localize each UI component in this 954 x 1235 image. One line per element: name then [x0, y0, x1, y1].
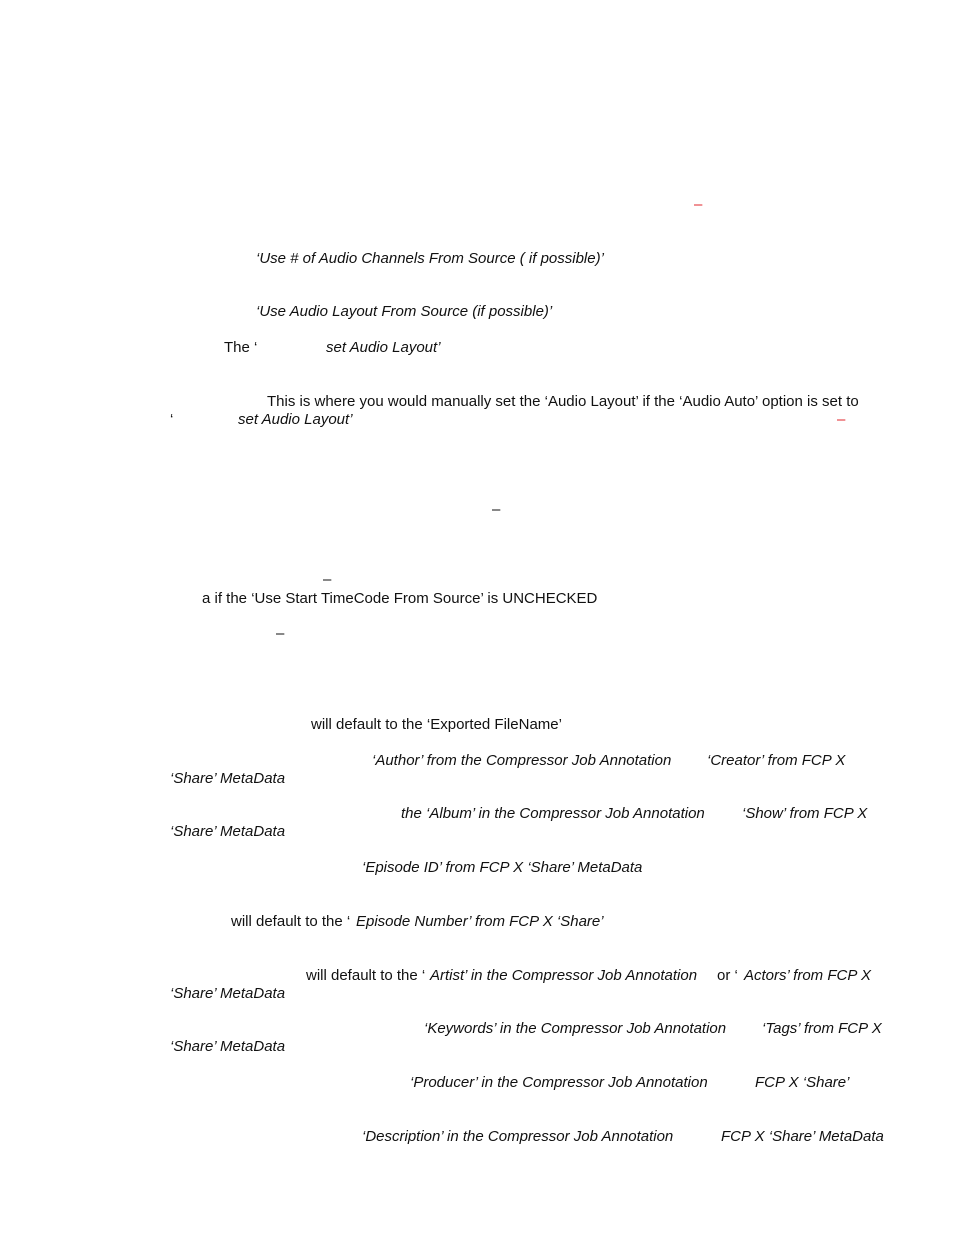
fcp-share-metadata: FCP X ‘Share’ MetaData	[721, 1128, 884, 1145]
dash-mark: –	[837, 411, 846, 428]
actors-fcp: Actors’ from FCP X	[744, 967, 871, 984]
artist-annotation: Artist’ in the Compressor Job Annotation	[430, 967, 698, 984]
use-layout-option: ‘Use Audio Layout From Source (if possible)’	[256, 303, 553, 320]
show-fcp: ‘Show’ from FCP X	[742, 805, 868, 822]
default-episode-prefix: will default to the ‘	[231, 913, 351, 930]
fcp-share: FCP X ‘Share’	[755, 1074, 850, 1091]
default-artist-prefix: will default to the ‘	[306, 967, 426, 984]
dash-mark: –	[694, 196, 703, 213]
share-metadata: ‘Share’ MetaData	[170, 985, 286, 1002]
description-annotation: ‘Description’ in the Compressor Job Annotation	[362, 1128, 674, 1145]
author-annotation: ‘Author’ from the Compressor Job Annotation	[372, 752, 672, 769]
set-audio-layout-text: set Audio Layout’	[326, 339, 441, 356]
manual-layout-sentence: This is where you would manually set the ‘Audio Layout’ if the ‘Audio Auto’ option is set to	[267, 393, 859, 410]
keywords-annotation: ‘Keywords’ in the Compressor Job Annotation	[424, 1020, 727, 1037]
dash-mark: –	[276, 625, 285, 642]
tags-fcp: ‘Tags’ from FCP X	[762, 1020, 882, 1037]
share-metadata: ‘Share’ MetaData	[170, 770, 286, 787]
dash-mark: –	[323, 571, 332, 588]
share-metadata: ‘Share’ MetaData	[170, 1038, 286, 1055]
the-prefix: The ‘	[224, 339, 258, 356]
dash-mark: –	[492, 501, 501, 518]
episode-number-metadata: Episode Number’ from FCP X ‘Share’	[356, 913, 604, 930]
producer-annotation: ‘Producer’ in the Compressor Job Annotation	[410, 1074, 708, 1091]
timecode-sentence: a if the ‘Use Start TimeCode From Source’ is UNCHECKED	[202, 590, 598, 607]
episode-id-metadata: ‘Episode ID’ from FCP X ‘Share’ MetaData	[362, 859, 643, 876]
default-filename-text: will default to the ‘Exported FileName’	[311, 716, 562, 733]
or-prefix: or ‘	[717, 967, 738, 984]
quote-open: ‘	[170, 411, 174, 428]
share-metadata: ‘Share’ MetaData	[170, 823, 286, 840]
set-audio-layout-text: set Audio Layout’	[238, 411, 353, 428]
use-channels-option: ‘Use # of Audio Channels From Source ( if possible)’	[256, 250, 604, 267]
album-annotation: the ‘Album’ in the Compressor Job Annotation	[401, 805, 705, 822]
creator-fcp: ‘Creator’ from FCP X	[707, 752, 846, 769]
